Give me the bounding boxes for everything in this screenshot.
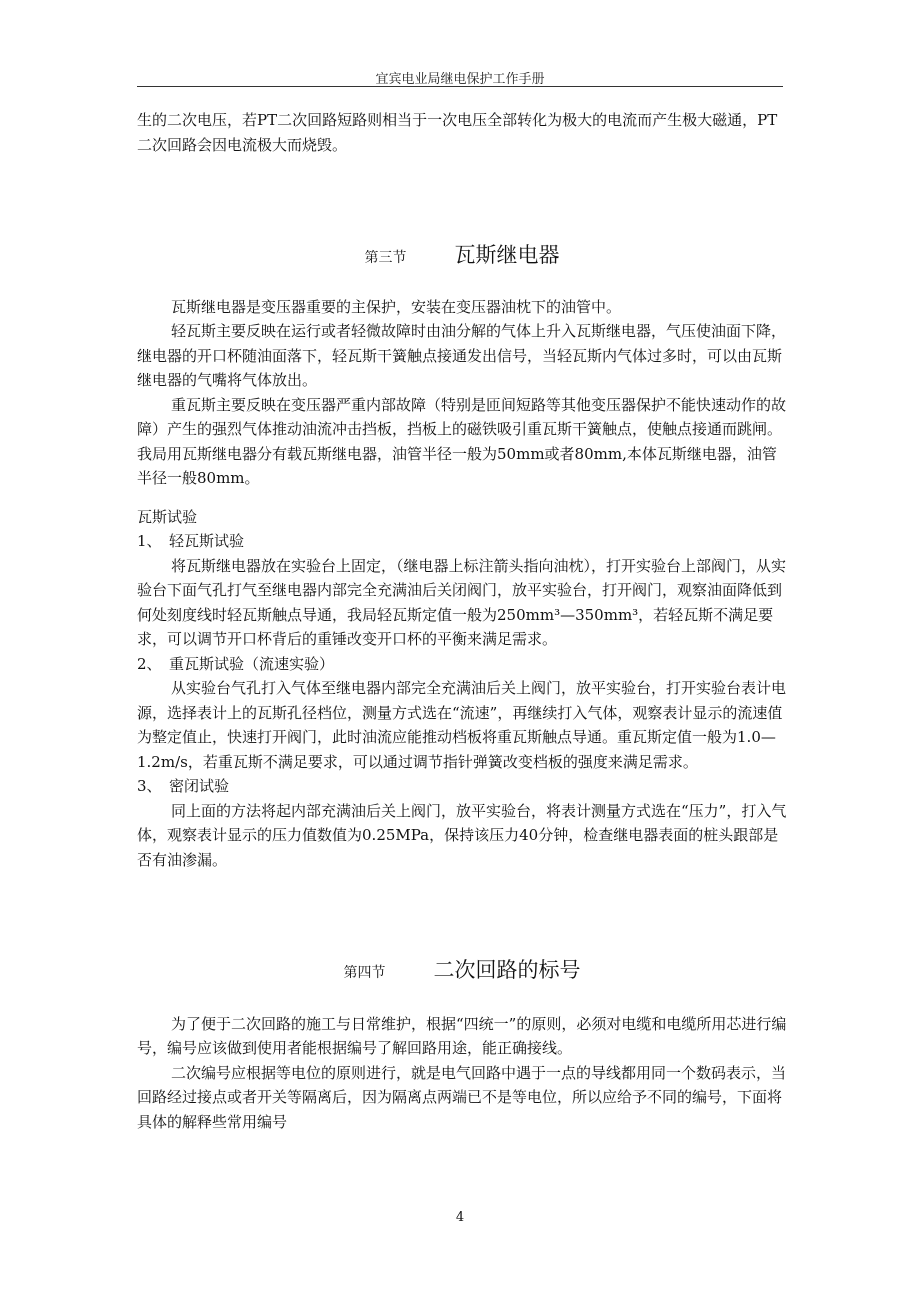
section-3-paragraph: 轻瓦斯主要反映在运行或者轻微故障时由油分解的气体上升入瓦斯继电器，气压使油面下降，继电器的开口杯随油面落下，轻瓦斯干簧触点接通发出信号，当轻瓦斯内气体过多时，可以由瓦斯继电器的气嘴将气体放出。 bbox=[137, 322, 787, 389]
section-3-number: 第三节 bbox=[364, 250, 407, 266]
header-rule bbox=[137, 86, 783, 87]
test-item-text: 从实验台气孔打入气体至继电器内部完全充满油后关上阀门，放平实验台，打开实验台表计电源，选择表计上的瓦斯孔径档位，测量方式选在“流速”，再继续打入气体，观察表计显示的流速值为整定值止，快速打开阀门，此时油流应能推动档板将重瓦斯触点导通。重瓦斯定值一般为1.0—1.2m/s，若重瓦斯不满足要求，可以通过调节指针弹簧改变档板的强度来满足需求。 bbox=[137, 679, 787, 771]
section-3-paragraph: 瓦斯继电器是变压器重要的主保护，安装在变压器油枕下的油管中。 bbox=[171, 297, 622, 316]
test-item-label: 轻瓦斯试验 bbox=[169, 532, 245, 550]
page-number: 4 bbox=[455, 1210, 465, 1225]
test-item-text: 同上面的方法将起内部充满油后关上阀门，放平实验台，将表计测量方式选在“压力”，打入气体，观察表计显示的压力值数值为0.25MPa，保持该压力40分钟，检查继电器表面的桩头跟部是否有油渗漏。 bbox=[137, 801, 787, 869]
document-body bbox=[137, 108, 787, 1134]
test-item-number: 1、 bbox=[137, 532, 162, 550]
test-item-label: 密闭试验 bbox=[169, 777, 230, 795]
page-header: 宜宾电业局继电保护工作手册 bbox=[375, 72, 545, 87]
test-item-title bbox=[137, 774, 787, 799]
test-item-number: 2、 bbox=[137, 654, 162, 673]
test-heading: 瓦斯试验 bbox=[137, 507, 198, 526]
test-item-text: 将瓦斯继电器放在实验台上固定，（继电器上标注箭头指向油枕），打开实验台上部阀门，从实验台下面气孔打气至继电器内部完全充满油后关闭阀门，放平实验台，打开阀门，观察油面降低到何处刻度线时轻瓦斯触点导通，我局轻瓦斯定值一般为250mm³—350mm³，若轻瓦斯不满足要求，可以调节开口杯背后的重锤改变开口杯的平衡来满足需求。 bbox=[137, 556, 787, 648]
intro-paragraph: 生的二次电压，若PT二次回路短路则相当于一次电压全部转化为极大的电流而产生极大磁通，PT二次回路会因电流极大而烧毁。 bbox=[137, 111, 778, 154]
section-4-title: 二次回路的标号 bbox=[433, 958, 581, 982]
section-4-number: 第四节 bbox=[343, 965, 386, 981]
section-3-paragraph: 重瓦斯主要反映在变压器严重内部故障（特别是匝间短路等其他变压器保护不能快速动作的故障）产生的强烈气体推动油流冲击挡板，挡板上的磁铁吸引重瓦斯干簧触点，使触点接通而跳闸。我局用瓦斯继电器分有载瓦斯继电器，油管半径一般为50mm或者80mm,本体瓦斯继电器，油管半径一般80mm。 bbox=[137, 395, 787, 487]
section-4-heading bbox=[137, 958, 787, 986]
section-3-title: 瓦斯继电器 bbox=[454, 243, 560, 267]
section-4-paragraph: 二次编号应根据等电位的原则进行，就是电气回路中遇于一点的导线都用同一个数码表示，当回路经过接点或者开关等隔离后，因为隔离点两端已不是等电位，所以应给予不同的编号，下面将具体的解释些常用编号 bbox=[137, 1063, 787, 1131]
test-item-label: 重瓦斯试验（流速实验） bbox=[169, 654, 335, 673]
test-item-number: 3、 bbox=[137, 777, 162, 795]
test-item-title bbox=[137, 652, 787, 677]
test-item-title bbox=[137, 529, 787, 554]
section-4-paragraph: 为了便于二次回路的施工与日常维护，根据“四统一”的原则，必须对电缆和电缆所用芯进行编号，编号应该做到使用者能根据编号了解回路用途，能正确接线。 bbox=[137, 1014, 787, 1057]
section-3-heading bbox=[137, 243, 787, 271]
